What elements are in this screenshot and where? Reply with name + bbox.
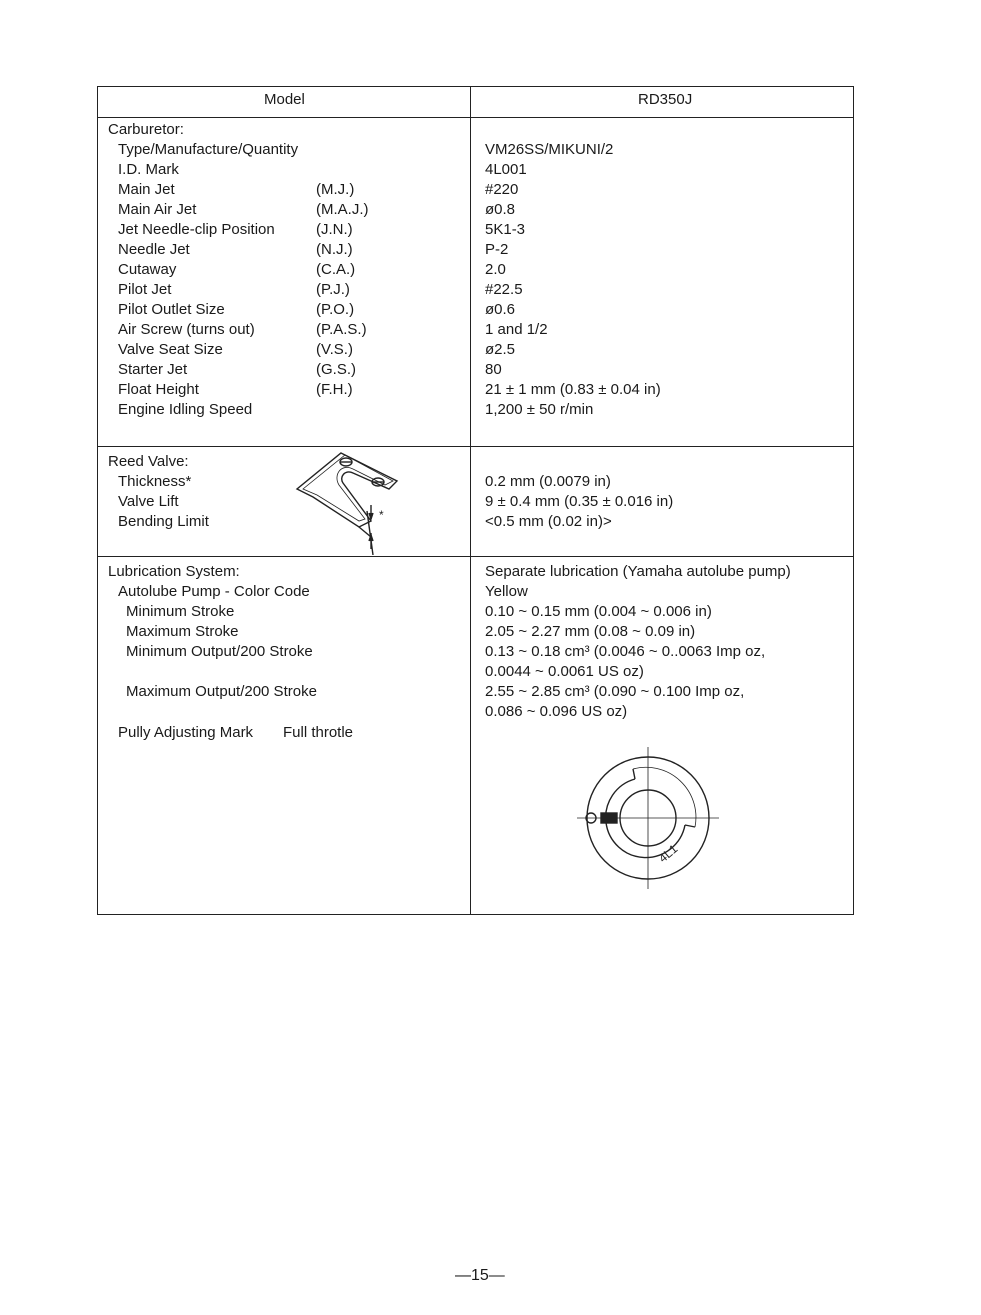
carburetor-title: Carburetor: [108,121,184,138]
color-code-value: Yellow [485,583,528,600]
carb-value: ø0.8 [485,201,516,218]
max-stroke-value: 2.05 ~ 2.27 mm (0.08 ~ 0.09 in) [485,623,696,640]
carb-label: Cutaway [118,261,177,278]
min-output-label: Minimum Output/200 Stroke [126,643,313,660]
carb-label: Needle Jet [118,241,190,258]
min-output-value-2: 0.0044 ~ 0.0061 US oz) [485,663,644,680]
carb-abbr: (V.S.) [316,341,353,358]
carb-value: 1,200 ± 50 r/min [485,401,594,418]
carb-label: Engine Idling Speed [118,401,253,418]
carb-label: Jet Needle-clip Position [118,221,275,238]
carb-abbr: (P.J.) [316,281,350,298]
reed-label: Bending Limit [118,513,209,530]
carb-value: #22.5 [485,281,523,298]
carb-value: 80 [485,361,502,378]
carb-abbr: (C.A.) [316,261,356,278]
carb-abbr: (M.A.J.) [316,201,369,218]
carb-label: Valve Seat Size [118,341,223,358]
lubrication-title: Lubrication System: [108,563,240,580]
carb-abbr: (J.N.) [316,221,353,238]
max-output-value-2: 0.086 ~ 0.096 US oz) [485,703,628,720]
carb-abbr: (P.O.) [316,301,355,318]
carb-value: P-2 [485,241,509,258]
reed-valve-diagram [293,449,403,555]
min-output-value-1: 0.13 ~ 0.18 cm³ (0.0046 ~ 0..0063 Imp oz, [485,643,766,660]
max-output-value-1: 2.55 ~ 2.85 cm³ (0.090 ~ 0.100 Imp oz, [485,683,745,700]
model-header: Model [264,91,305,108]
carb-label: Pilot Jet [118,281,172,298]
page-number: —15— [455,1267,505,1284]
spec-table [97,86,854,915]
carb-value: VM26SS/MIKUNI/2 [485,141,614,158]
carb-label: Main Air Jet [118,201,197,218]
carb-abbr: (G.S.) [316,361,356,378]
lubrication-type-value: Separate lubrication (Yamaha autolube pump) [485,563,791,580]
pully-mark-label: Pully Adjusting Mark [118,724,254,741]
min-stroke-value: 0.10 ~ 0.15 mm (0.004 ~ 0.006 in) [485,603,712,620]
carb-abbr: (P.A.S.) [316,321,367,338]
reed-label: Valve Lift [118,493,179,510]
reed-label: Thickness* [118,473,192,490]
pulley-id-mark: 4L1 [655,841,681,866]
max-output-label: Maximum Output/200 Stroke [126,683,317,700]
carb-abbr: (M.J.) [316,181,355,198]
carb-value: #220 [485,181,519,198]
reed-value: 0.2 mm (0.0079 in) [485,473,611,490]
carb-value: ø2.5 [485,341,516,358]
color-code-label: Autolube Pump - Color Code [118,583,310,600]
reed-valve-divider [98,556,853,557]
reed-valve-title: Reed Valve: [108,453,189,470]
carb-label: Float Height [118,381,199,398]
carb-value: 2.0 [485,261,506,278]
header-divider [98,117,853,118]
carb-label: Pilot Outlet Size [118,301,225,318]
carb-label: Main Jet [118,181,175,198]
model-value-header: RD350J [638,91,693,108]
column-divider [470,87,471,914]
min-stroke-label: Minimum Stroke [126,603,235,620]
reed-value: 9 ± 0.4 mm (0.35 ± 0.016 in) [485,493,674,510]
max-stroke-label: Maximum Stroke [126,623,239,640]
carb-label: Starter Jet [118,361,188,378]
carb-abbr: (F.H.) [316,381,353,398]
carb-value: 1 and 1/2 [485,321,548,338]
carb-label: Type/Manufacture/Quantity [118,141,299,158]
carb-value: 21 ± 1 mm (0.83 ± 0.04 in) [485,381,661,398]
carb-value: 4L001 [485,161,527,178]
carb-value: ø0.6 [485,301,516,318]
reed-value: <0.5 mm (0.02 in)> [485,513,612,530]
pully-mark-value: Full throtle [283,724,354,741]
carb-abbr: (N.J.) [316,241,353,258]
carb-label: I.D. Mark [118,161,179,178]
carburetor-divider [98,446,853,447]
carb-label: Air Screw (turns out) [118,321,255,338]
carb-value: 5K1-3 [485,221,526,238]
pulley-diagram [575,745,721,891]
bending-asterisk: * [379,508,384,522]
